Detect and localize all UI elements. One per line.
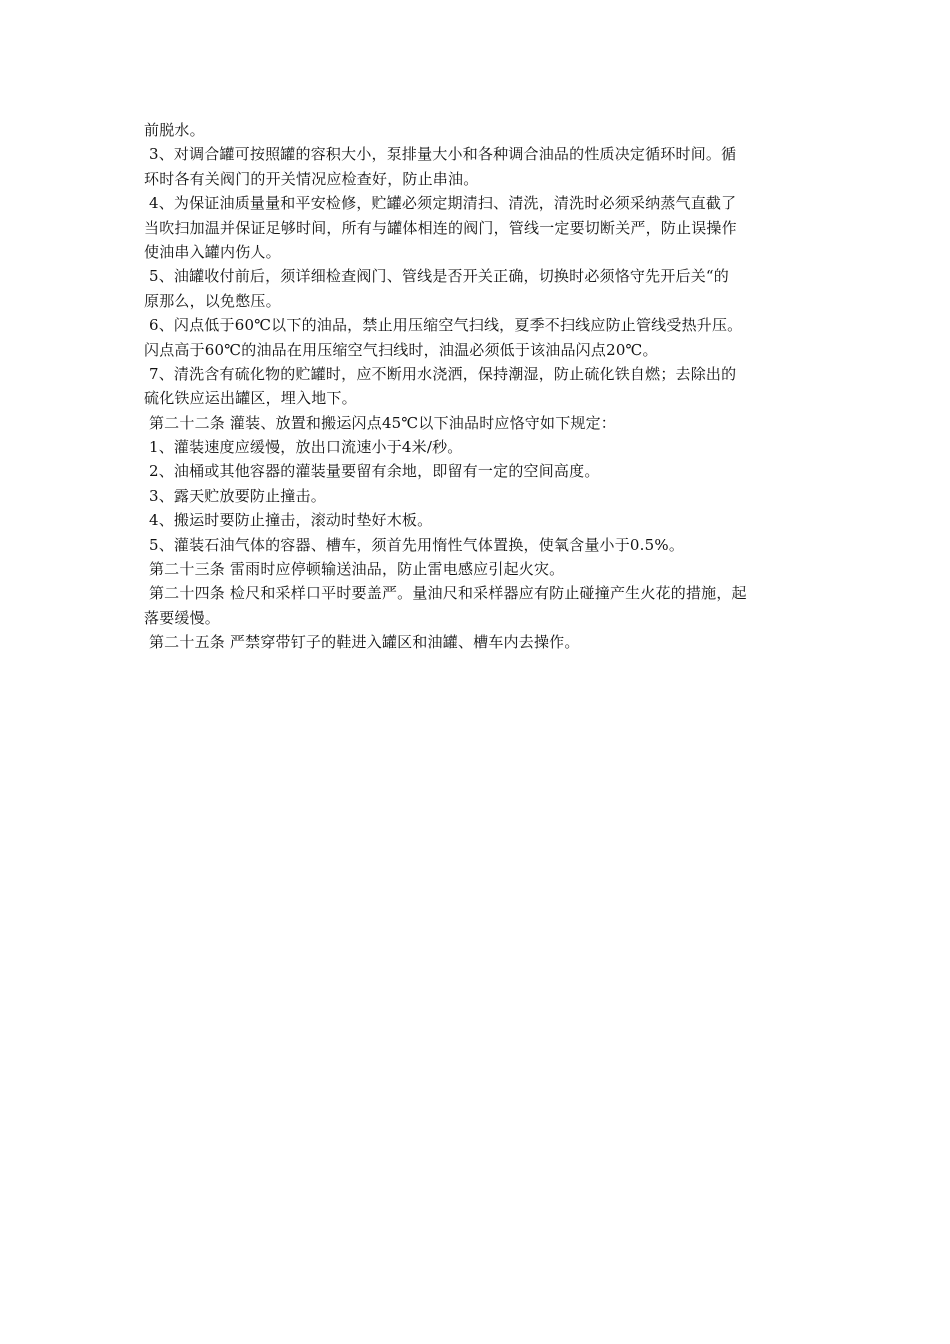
article-heading-22: 第二十二条 灌装、放置和搬运闪点45℃以下油品时应恪守如下规定： (144, 413, 617, 432)
text-line: 4、为保证油质量量和平安检修，贮罐必须定期清扫、清洗，清洗时必须采纳蒸气直截了 (144, 194, 737, 213)
text-line: 前脱水。 (144, 121, 205, 139)
text-line: 原那么，以免憋压。 (144, 291, 281, 310)
article-heading-25: 第二十五条 严禁穿带钉子的鞋进入罐区和油罐、槽车内去操作。 (144, 633, 580, 652)
text-line: 硫化铁应运出罐区，埋入地下。 (144, 389, 357, 408)
text-line: 环时各有关阀门的开关情况应检查好，防止串油。 (144, 169, 479, 188)
text-line: 闪点高于60℃的油品在用压缩空气扫线时，油温必须低于该油品闪点20℃。 (144, 340, 658, 359)
text-line: 5、灌装石油气体的容器、槽车，须首先用惰性气体置换，使氧含量小于0.5%。 (144, 535, 685, 554)
text-line: 1、灌装速度应缓慢，放出口流速小于4米/秒。 (144, 438, 463, 457)
text-line: 使油串入罐内伤人。 (144, 242, 281, 261)
text-line: 落要缓慢。 (144, 608, 221, 627)
text-line: 5、油罐收付前后，须详细检查阀门、管线是否开关正确，切换时必须恪守先开后关“的 (144, 267, 729, 286)
article-heading-23: 第二十三条 雷雨时应停顿输送油品，防止雷电感应引起火灾。 (144, 560, 565, 579)
text-line: 3、露天贮放要防止撞击。 (144, 486, 326, 505)
text-line: 4、搬运时要防止撞击，滚动时垫好木板。 (144, 511, 433, 530)
text-line: 当吹扫加温并保证足够时间，所有与罐体相连的阀门，管线一定要切断关严，防止误操作 (144, 218, 737, 237)
article-heading-24: 第二十四条 检尺和采样口平时要盖严。量油尺和采样器应有防止碰撞产生火花的措施，起 (144, 584, 747, 603)
text-line: 3、对调合罐可按照罐的容积大小，泵排量大小和各种调合油品的性质决定循环时间。循 (144, 145, 737, 164)
text-line: 2、油桶或其他容器的灌装量要留有余地，即留有一定的空间高度。 (144, 462, 600, 481)
text-line: 6、闪点低于60℃以下的油品，禁止用压缩空气扫线，夏季不扫线应防止管线受热升压。 (144, 316, 743, 335)
text-line: 7、清洗含有硫化物的贮罐时，应不断用水浇洒，保持潮湿，防止硫化铁自燃；去除出的 (144, 364, 737, 383)
document-body (144, 118, 824, 655)
